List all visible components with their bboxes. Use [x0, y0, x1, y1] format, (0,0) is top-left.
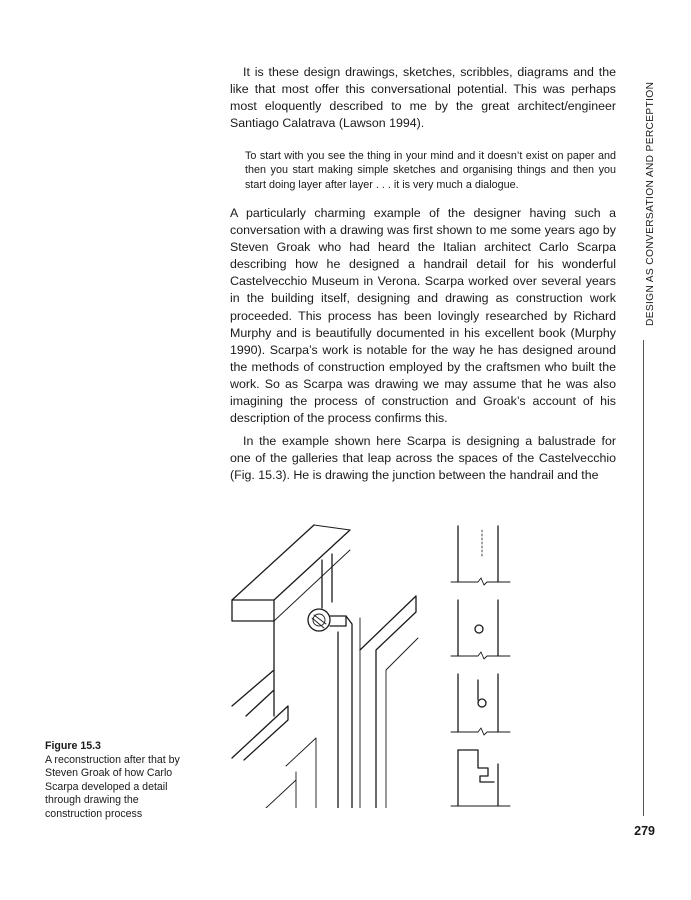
- elevation-sketch-1: [451, 526, 510, 585]
- figure-label: Figure 15.3: [45, 740, 101, 752]
- elevation-sketch-3: [451, 674, 510, 735]
- figure-caption-text: A reconstruction after that by Steven Groak of how Carlo Scarpa developed a detail through drawing the construction process: [45, 753, 180, 820]
- page-number: 279: [634, 824, 655, 838]
- scarpa-handrail-sketch: [226, 520, 520, 808]
- handrail-perspective-sketch: [232, 525, 418, 808]
- elevation-sketch-4: [451, 750, 510, 806]
- running-head-rule: [643, 340, 644, 816]
- body-paragraph-2: A particularly charming example of the designer having such a conversation with a drawing was first shown to me some years ago by Steven Groak who had heard the Italian architect Carlo Scarpa describing how he designed a handrail detail for his wonderful Castelvecchio Museum in Verona. Scarpa worked over several years in the building itself, designing and drawing as construction work proceeded. This process has been lovingly researched by Richard Murphy and is beautifully documented in his excellent book (Murphy 1990). Scarpa’s work is notable for the way he has designed around the methods of construction employed by the craftsmen who built the work. So as Scarpa was drawing we may assume that he was also imagining the process of construction and Groak’s account of his description of the process confirms this.: [230, 206, 616, 426]
- body-paragraph-3: In the example shown here Scarpa is designing a balustrade for one of the galleries that leap across the spaces of the Castelvecchio (Fig. 15.3). He is drawing the junction between the handrail and the: [230, 434, 616, 483]
- elevation-sketch-2: [451, 600, 510, 659]
- running-head: DESIGN AS CONVERSATION AND PERCEPTION: [645, 81, 656, 326]
- body-paragraph-1: It is these design drawings, sketches, scribbles, diagrams and the like that most offer this conversational potential. This was perhaps most eloquently described to me by the great architect/engineer Santiago Calatrava (Lawson 1994).: [230, 65, 616, 131]
- block-quote: To start with you see the thing in your mind and it doesn’t exist on paper and then you start making simple sketches and organising things and then you start doing layer after layer . . . it is very much a dialogue.: [245, 150, 616, 191]
- figure-caption: [45, 740, 195, 822]
